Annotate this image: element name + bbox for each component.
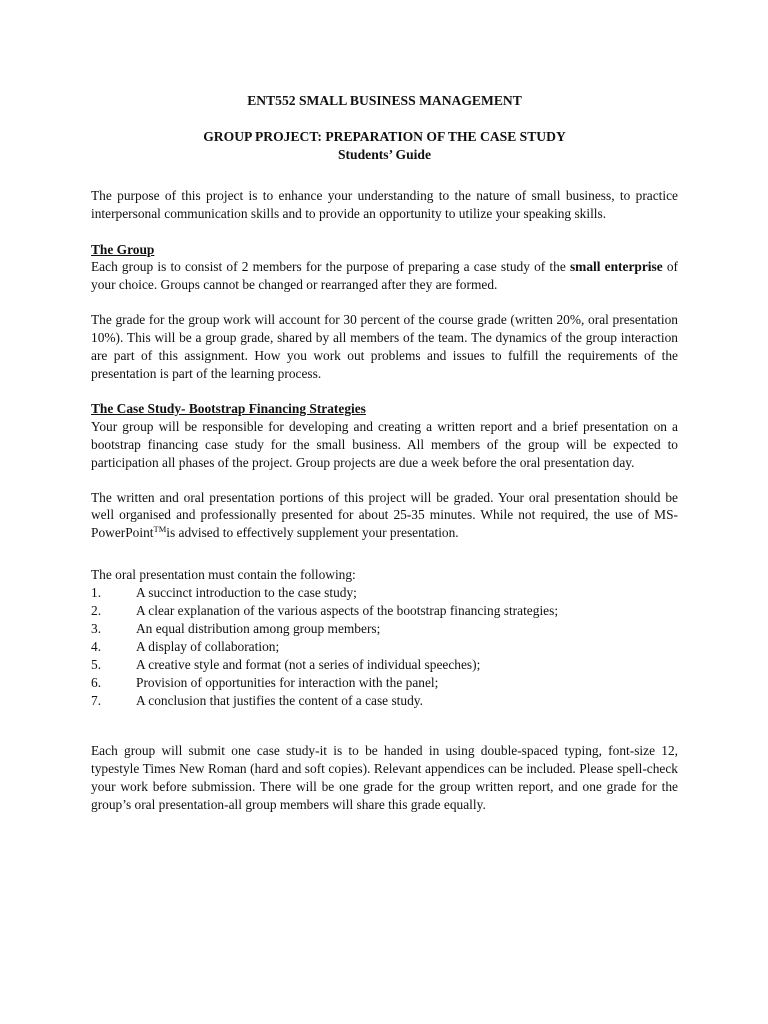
case-paragraph-2 (91, 489, 678, 543)
list-item-text: Provision of opportunities for interaction with the panel; (136, 674, 439, 690)
list-item-number: 4. (91, 638, 102, 654)
list-item-number: 5. (91, 656, 102, 672)
list-item-text: A display of collaboration; (136, 638, 280, 654)
group-para1-start: Each group is to consist of 2 members for the purpose of preparing a case study of the (91, 259, 570, 275)
list-item-number: 2. (91, 603, 102, 619)
submission-paragraph: Each group will submit one case study-it is to be handed in using double-spaced typing, font-size 12, typestyle Times New Roman (hard and soft copies). Relevant appendices can be included. Please spell-check your work before submission. There will be one grade for the group written report, and one grade for the group’s oral presentation-all group members will share this grade equally. (91, 743, 678, 813)
list-item-text: A succinct introduction to the case study; (136, 585, 357, 601)
list-item-number: 1. (91, 585, 102, 601)
case-para2-start: The written and oral presentation portions of this project will be graded. Your oral presentation should be well organised and professionally presented for about 25-35 minutes. While not required, the use of MS-PowerPoint (91, 489, 678, 541)
requirements-intro: The oral presentation must contain the following: (91, 567, 356, 583)
list-item (91, 620, 678, 638)
list-item-number: 6. (91, 674, 102, 690)
list-item-number: 7. (91, 692, 102, 708)
trademark-superscript: TM (153, 524, 167, 535)
group-para1-end: of your choice. Groups cannot be changed or rearranged after they are formed. (91, 259, 678, 293)
list-item (91, 692, 678, 710)
case-paragraph-1: Your group will be responsible for developing and creating a written report and a brief presentation on a bootstrap financing case study for the small business. All members of the group will be expected to participation all phases of the project. Group projects are due a week before the oral presentation day. (91, 418, 678, 470)
list-item (91, 674, 678, 692)
list-item-text: A creative style and format (not a series of individual speeches); (136, 656, 481, 672)
case-study-heading: The Case Study- Bootstrap Financing Strategies (91, 400, 366, 416)
list-item (91, 638, 678, 656)
project-title: GROUP PROJECT: PREPARATION OF THE CASE STUDY (203, 128, 566, 144)
guide-title: Students’ Guide (337, 146, 432, 162)
group-heading: The Group (91, 241, 155, 257)
group-paragraph-2: The grade for the group work will account for 30 percent of the course grade (written 20%, oral presentation 10%). This will be a group grade, shared by all members of the team. The dynamics of the group interaction are part of this assignment. How you work out problems and issues to fulfill the requirements of the presentation is part of the learning process. (91, 312, 678, 381)
list-item-text: A clear explanation of the various aspects of the bootstrap financing strategies; (136, 603, 559, 619)
list-item-text: An equal distribution among group members; (136, 620, 381, 636)
intro-paragraph: The purpose of this project is to enhance your understanding to the nature of small business, to practice interpersonal communication skills and to provide an opportunity to utilize your speaking skills. (91, 187, 678, 221)
list-item (91, 602, 678, 620)
list-item (91, 584, 678, 602)
group-paragraph-1 (91, 258, 678, 294)
small-enterprise-bold: small enterprise (569, 259, 663, 275)
case-para2-end: is advised to effectively supplement your presentation. (166, 525, 459, 541)
requirements-list (91, 584, 678, 709)
document-page (91, 92, 678, 814)
course-title: ENT552 SMALL BUSINESS MANAGEMENT (247, 93, 522, 108)
list-item-text: A conclusion that justifies the content of a case study. (136, 692, 423, 708)
list-item-number: 3. (91, 620, 102, 636)
list-item (91, 656, 678, 674)
